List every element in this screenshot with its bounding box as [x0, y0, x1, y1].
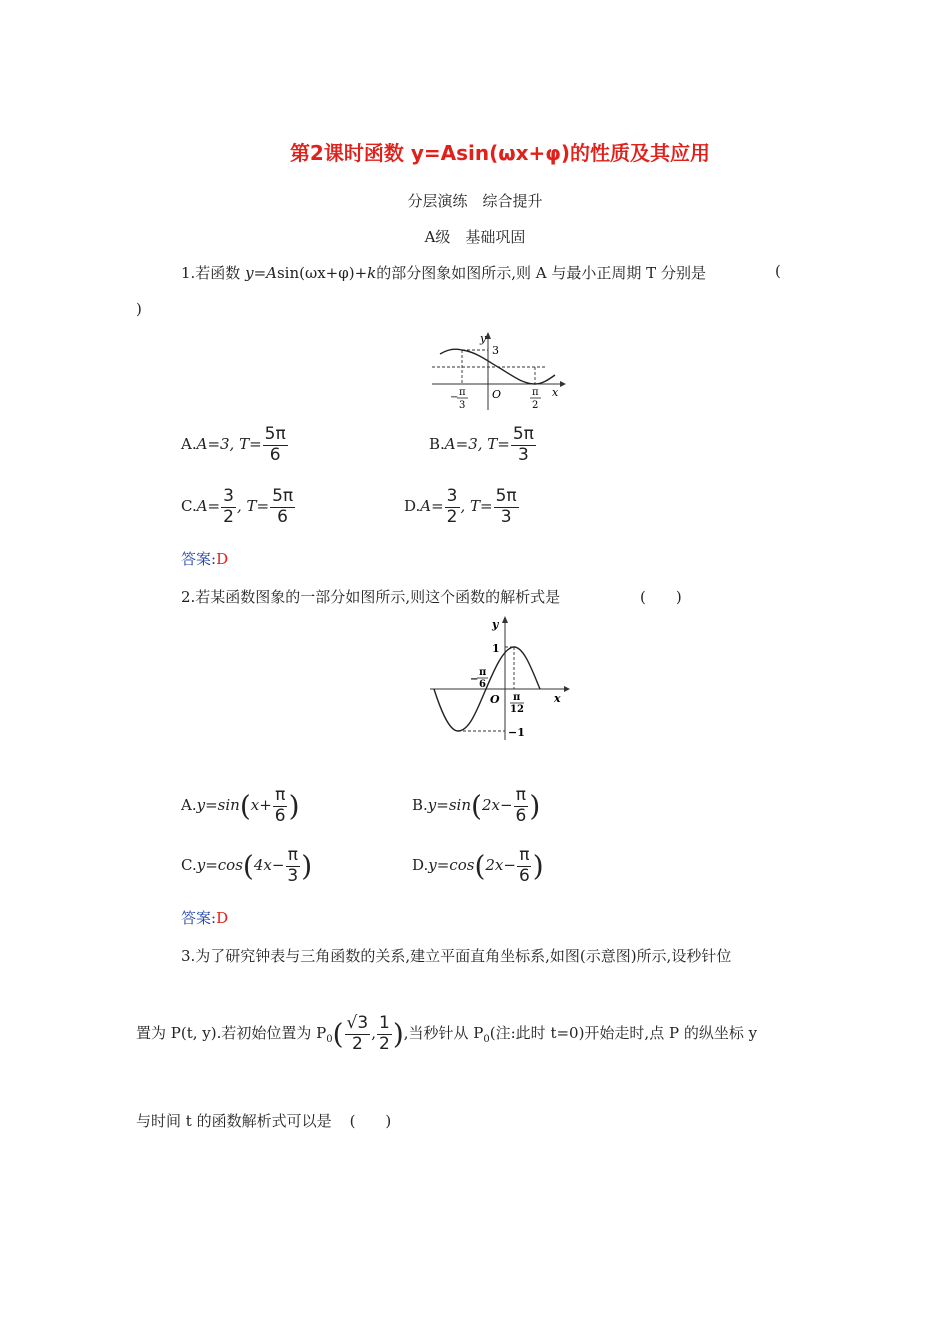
- q1-xpos-num: π: [532, 387, 539, 398]
- q2-stem: 2.若某函数图象的一部分如图所示,则这个函数的解析式是: [181, 588, 561, 606]
- q2-xneg-den: 6: [479, 679, 486, 690]
- q2-y-bottom: −1: [508, 726, 525, 739]
- section-subtitle: 分层演练 综合提升: [407, 192, 543, 210]
- q1-xpos-den: 2: [532, 400, 539, 411]
- q1-x-label: x: [552, 386, 559, 399]
- q1-answer: 答案:D: [181, 550, 229, 568]
- q2-xneg-sign: −: [470, 674, 479, 685]
- q1-paren-open: (: [775, 262, 781, 280]
- q1-paren-close: ): [136, 300, 142, 318]
- q1-x-arrow: [560, 381, 566, 387]
- q3-line2: 置为 P(t, y).若初始位置为 $P_0$( $\frac{√3}{2}$ , $\frac{1}{2}$ ),当秒针从 $P_0$(注:此时 t=0)开始走时,点 P 的纵坐标 y: [136, 1013, 758, 1054]
- section-level: A级 基础巩固: [424, 228, 526, 246]
- q2-y-top: 1: [492, 642, 500, 655]
- q1-xneg-den: 3: [459, 400, 466, 411]
- q2-answer: 答案:D: [181, 909, 229, 927]
- q1-stem: 1.若函数 y=Asin(ωx+φ)+k的部分图象如图所示,则 A 与最小正周期 T 分别是: [181, 264, 706, 282]
- q2-y-arrow: [502, 616, 508, 623]
- q3-line1: 3.为了研究钟表与三角函数的关系,建立平面直角坐标系,如图(示意图)所示,设秒针位: [181, 947, 732, 965]
- q2-paren: ( ): [640, 588, 682, 606]
- q2-option-b[interactable]: B.y=sin(2x− $\frac{\pi}{6}$ ): [412, 785, 541, 826]
- q1-y-label: y: [480, 332, 487, 345]
- q1-option-c[interactable]: C.A= $\frac{3}{2}$ , T= $\frac{5\pi}{6}$: [181, 486, 294, 527]
- q1-graph: [428, 330, 568, 412]
- q2-y-label: y: [492, 618, 499, 631]
- q2-option-c[interactable]: C.y=cos(4x− $\frac{\pi}{3}$ ): [181, 845, 313, 886]
- q1-option-a[interactable]: A.A=3, T= $\frac{5\pi}{6}$: [181, 424, 286, 465]
- q1-origin: O: [492, 388, 502, 401]
- q2-graph: [428, 612, 572, 744]
- page-title: 第2课时函数 y=Asin(ωx+φ)的性质及其应用: [289, 141, 711, 165]
- q2-xpos-den: 12: [510, 704, 524, 715]
- q2-xneg-num: π: [479, 667, 487, 678]
- q2-origin: O: [490, 693, 500, 706]
- q1-option-d[interactable]: D.A= $\frac{3}{2}$ , T= $\frac{5\pi}{3}$: [404, 486, 517, 527]
- q1-y-tick: 3: [492, 344, 499, 357]
- q2-option-a[interactable]: A.y=sin(x+ $\frac{\pi}{6}$ ): [181, 785, 300, 826]
- q2-option-d[interactable]: D.y=cos(2x− $\frac{\pi}{6}$ ): [412, 845, 544, 886]
- q1-xneg-sign: −: [450, 392, 459, 403]
- q2-x-arrow: [564, 686, 570, 692]
- q1-xneg-num: π: [459, 387, 466, 398]
- q1-option-b[interactable]: B.A=3, T= $\frac{5\pi}{3}$: [429, 424, 534, 465]
- q2-xpos-num: π: [513, 692, 521, 703]
- q3-line3: 与时间 t 的函数解析式可以是 ( ): [136, 1112, 392, 1130]
- q2-x-label: x: [554, 692, 561, 705]
